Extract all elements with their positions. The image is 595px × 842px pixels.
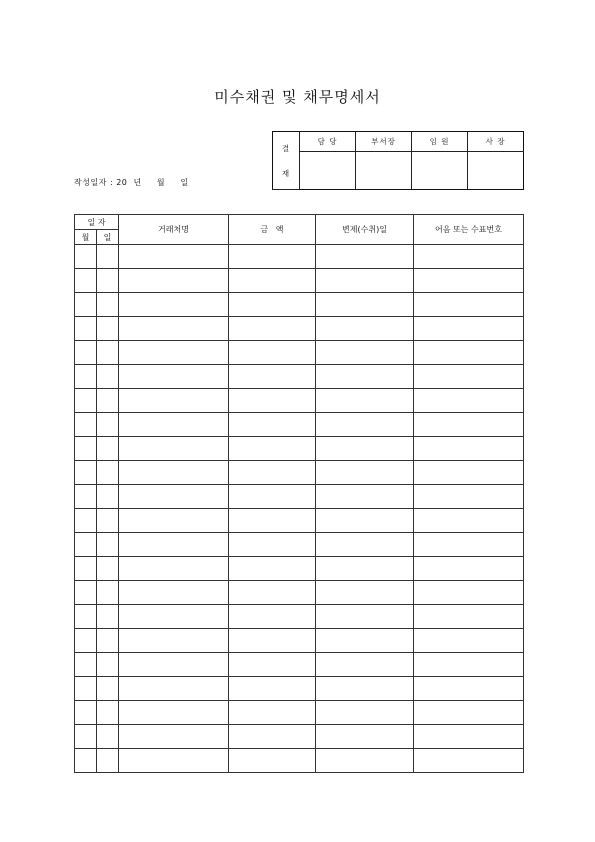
- approval-side-label-bottom: 재: [281, 168, 291, 178]
- approval-sign-manager[interactable]: [300, 152, 356, 190]
- cell-day[interactable]: [97, 245, 119, 269]
- cell-day[interactable]: [97, 269, 119, 293]
- cell-repayment-date[interactable]: [316, 677, 414, 701]
- cell-amount[interactable]: [229, 653, 316, 677]
- cell-amount[interactable]: [229, 317, 316, 341]
- cell-month[interactable]: [75, 629, 97, 653]
- cell-amount[interactable]: [229, 629, 316, 653]
- header-amount: 금 액: [229, 215, 316, 245]
- cell-month[interactable]: [75, 365, 97, 389]
- cell-day[interactable]: [97, 725, 119, 749]
- cell-client-name[interactable]: [119, 581, 229, 605]
- cell-repayment-date[interactable]: [316, 437, 414, 461]
- cell-amount[interactable]: [229, 605, 316, 629]
- table-row: [75, 533, 524, 557]
- cell-day[interactable]: [97, 413, 119, 437]
- cell-note-number[interactable]: [414, 413, 524, 437]
- cell-repayment-date[interactable]: [316, 413, 414, 437]
- cell-month[interactable]: [75, 653, 97, 677]
- cell-repayment-date[interactable]: [316, 749, 414, 773]
- cell-client-name[interactable]: [119, 629, 229, 653]
- cell-note-number[interactable]: [414, 701, 524, 725]
- cell-day[interactable]: [97, 557, 119, 581]
- cell-repayment-date[interactable]: [316, 245, 414, 269]
- approval-header-executive: 임 원: [412, 132, 468, 152]
- cell-client-name[interactable]: [119, 461, 229, 485]
- ledger-body: [75, 245, 524, 773]
- cell-client-name[interactable]: [119, 557, 229, 581]
- cell-repayment-date[interactable]: [316, 365, 414, 389]
- table-row: [75, 341, 524, 365]
- cell-month[interactable]: [75, 341, 97, 365]
- cell-month[interactable]: [75, 677, 97, 701]
- day-header: 일: [97, 230, 119, 245]
- cell-amount[interactable]: [229, 557, 316, 581]
- cell-month[interactable]: [75, 749, 97, 773]
- cell-day[interactable]: [97, 485, 119, 509]
- cell-day[interactable]: [97, 677, 119, 701]
- cell-month[interactable]: [75, 581, 97, 605]
- header-note-number: 어음 또는 수표번호: [414, 215, 524, 245]
- approval-side-label-top: 결: [281, 143, 291, 153]
- document-title: 미수채권 및 채무명세서: [214, 88, 381, 106]
- table-row: [75, 725, 524, 749]
- cell-day[interactable]: [97, 701, 119, 725]
- cell-month[interactable]: [75, 701, 97, 725]
- cell-month[interactable]: [75, 245, 97, 269]
- cell-note-number[interactable]: [414, 293, 524, 317]
- cell-month[interactable]: [75, 269, 97, 293]
- cell-month[interactable]: [75, 605, 97, 629]
- cell-client-name[interactable]: [119, 605, 229, 629]
- cell-amount[interactable]: [229, 389, 316, 413]
- approval-sign-dept-head[interactable]: [356, 152, 412, 190]
- cell-amount[interactable]: [229, 485, 316, 509]
- cell-note-number[interactable]: [414, 341, 524, 365]
- table-row: [75, 653, 524, 677]
- cell-amount[interactable]: [229, 533, 316, 557]
- cell-amount[interactable]: [229, 365, 316, 389]
- header-repayment-date: 변제(수취)일: [316, 215, 414, 245]
- cell-repayment-date[interactable]: [316, 389, 414, 413]
- cell-note-number[interactable]: [414, 581, 524, 605]
- table-row: [75, 701, 524, 725]
- header-client-name: 거래처명: [119, 215, 229, 245]
- cell-note-number[interactable]: [414, 389, 524, 413]
- cell-month[interactable]: [75, 557, 97, 581]
- cell-day[interactable]: [97, 437, 119, 461]
- cell-day[interactable]: [97, 629, 119, 653]
- cell-amount[interactable]: [229, 461, 316, 485]
- cell-note-number[interactable]: [414, 317, 524, 341]
- cell-client-name[interactable]: [119, 509, 229, 533]
- cell-amount[interactable]: [229, 413, 316, 437]
- cell-client-name[interactable]: [119, 437, 229, 461]
- approval-sign-executive[interactable]: [412, 152, 468, 190]
- table-row: [75, 269, 524, 293]
- cell-note-number[interactable]: [414, 437, 524, 461]
- cell-month[interactable]: [75, 413, 97, 437]
- approval-sign-president[interactable]: [468, 152, 524, 190]
- table-row: [75, 557, 524, 581]
- month-unit: 월: [156, 178, 166, 187]
- cell-amount[interactable]: [229, 677, 316, 701]
- cell-amount[interactable]: [229, 341, 316, 365]
- year-unit: 년: [133, 178, 142, 187]
- cell-month[interactable]: [75, 437, 97, 461]
- cell-note-number[interactable]: [414, 557, 524, 581]
- cell-repayment-date[interactable]: [316, 581, 414, 605]
- day-unit: 일: [180, 178, 189, 187]
- cell-client-name[interactable]: [119, 677, 229, 701]
- cell-repayment-date[interactable]: [316, 629, 414, 653]
- cell-client-name[interactable]: [119, 725, 229, 749]
- month-header: 월: [75, 230, 97, 245]
- table-row: [75, 509, 524, 533]
- cell-client-name[interactable]: [119, 485, 229, 509]
- cell-month[interactable]: [75, 293, 97, 317]
- cell-amount[interactable]: [229, 581, 316, 605]
- cell-repayment-date[interactable]: [316, 341, 414, 365]
- table-row: [75, 293, 524, 317]
- cell-note-number[interactable]: [414, 245, 524, 269]
- cell-note-number[interactable]: [414, 725, 524, 749]
- cell-month[interactable]: [75, 485, 97, 509]
- cell-repayment-date[interactable]: [316, 533, 414, 557]
- cell-amount[interactable]: [229, 749, 316, 773]
- cell-repayment-date[interactable]: [316, 653, 414, 677]
- cell-day[interactable]: [97, 509, 119, 533]
- cell-amount[interactable]: [229, 725, 316, 749]
- cell-repayment-date[interactable]: [316, 317, 414, 341]
- table-row: [75, 365, 524, 389]
- cell-day[interactable]: [97, 581, 119, 605]
- date-line: [74, 177, 189, 188]
- table-row: [75, 749, 524, 773]
- cell-client-name[interactable]: [119, 365, 229, 389]
- cell-month[interactable]: [75, 725, 97, 749]
- table-row: [75, 437, 524, 461]
- cell-amount[interactable]: [229, 701, 316, 725]
- cell-month[interactable]: [75, 461, 97, 485]
- cell-note-number[interactable]: [414, 533, 524, 557]
- cell-amount[interactable]: [229, 245, 316, 269]
- table-row: [75, 389, 524, 413]
- approval-header-dept-head: 부서장: [356, 132, 412, 152]
- cell-day[interactable]: [97, 533, 119, 557]
- cell-repayment-date[interactable]: [316, 269, 414, 293]
- cell-amount[interactable]: [229, 509, 316, 533]
- cell-day[interactable]: [97, 461, 119, 485]
- cell-amount[interactable]: [229, 293, 316, 317]
- cell-day[interactable]: [97, 605, 119, 629]
- table-row: [75, 629, 524, 653]
- cell-note-number[interactable]: [414, 461, 524, 485]
- date-header: 일 자: [75, 215, 119, 230]
- table-row: [75, 605, 524, 629]
- approval-header-president: 사 장: [468, 132, 524, 152]
- table-row: [75, 677, 524, 701]
- cell-client-name[interactable]: [119, 269, 229, 293]
- cell-client-name[interactable]: [119, 293, 229, 317]
- cell-client-name[interactable]: [119, 701, 229, 725]
- cell-repayment-date[interactable]: [316, 461, 414, 485]
- cell-client-name[interactable]: [119, 245, 229, 269]
- cell-client-name[interactable]: [119, 653, 229, 677]
- cell-day[interactable]: [97, 293, 119, 317]
- cell-repayment-date[interactable]: [316, 725, 414, 749]
- cell-note-number[interactable]: [414, 629, 524, 653]
- date-label: 작성일자 : 20: [74, 178, 128, 187]
- cell-amount[interactable]: [229, 269, 316, 293]
- table-row: [75, 317, 524, 341]
- cell-month[interactable]: [75, 533, 97, 557]
- table-row: [75, 245, 524, 269]
- cell-month[interactable]: [75, 389, 97, 413]
- cell-note-number[interactable]: [414, 365, 524, 389]
- cell-client-name[interactable]: [119, 389, 229, 413]
- cell-client-name[interactable]: [119, 413, 229, 437]
- cell-repayment-date[interactable]: [316, 605, 414, 629]
- table-row: [75, 413, 524, 437]
- cell-client-name[interactable]: [119, 533, 229, 557]
- cell-repayment-date[interactable]: [316, 557, 414, 581]
- cell-note-number[interactable]: [414, 749, 524, 773]
- table-row: [75, 461, 524, 485]
- approval-header-manager: 담 당: [300, 132, 356, 152]
- cell-repayment-date[interactable]: [316, 509, 414, 533]
- cell-note-number[interactable]: [414, 677, 524, 701]
- table-row: [75, 485, 524, 509]
- cell-client-name[interactable]: [119, 317, 229, 341]
- cell-note-number[interactable]: [414, 485, 524, 509]
- cell-day[interactable]: [97, 653, 119, 677]
- cell-note-number[interactable]: [414, 605, 524, 629]
- cell-note-number[interactable]: [414, 653, 524, 677]
- cell-day[interactable]: [97, 365, 119, 389]
- approval-box: [272, 131, 524, 190]
- cell-repayment-date[interactable]: [316, 485, 414, 509]
- cell-month[interactable]: [75, 317, 97, 341]
- cell-day[interactable]: [97, 317, 119, 341]
- cell-repayment-date[interactable]: [316, 293, 414, 317]
- table-row: [75, 581, 524, 605]
- cell-month[interactable]: [75, 509, 97, 533]
- cell-note-number[interactable]: [414, 269, 524, 293]
- cell-day[interactable]: [97, 749, 119, 773]
- cell-client-name[interactable]: [119, 341, 229, 365]
- cell-repayment-date[interactable]: [316, 701, 414, 725]
- cell-note-number[interactable]: [414, 509, 524, 533]
- cell-amount[interactable]: [229, 437, 316, 461]
- cell-day[interactable]: [97, 341, 119, 365]
- ledger-table: [74, 214, 524, 773]
- cell-day[interactable]: [97, 389, 119, 413]
- approval-side-label: [273, 132, 300, 190]
- cell-client-name[interactable]: [119, 749, 229, 773]
